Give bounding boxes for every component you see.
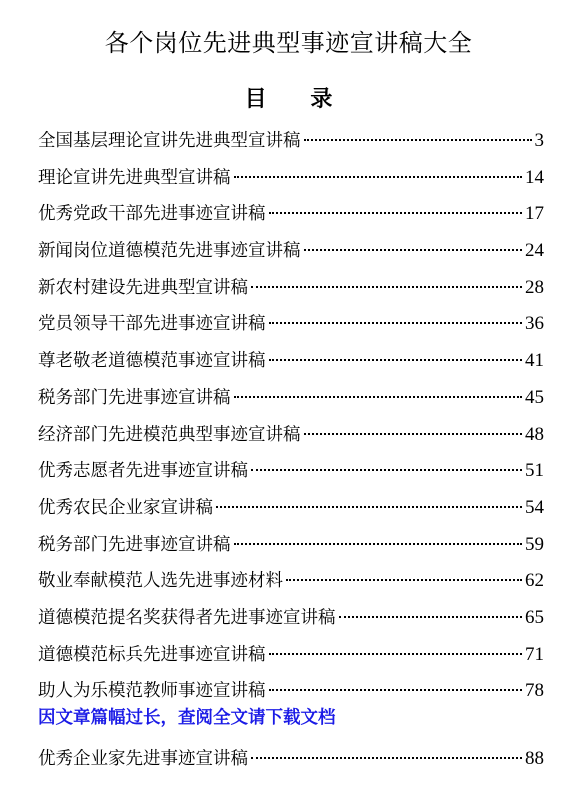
toc-entry[interactable] [38, 346, 544, 383]
toc-entry-page: 78 [525, 680, 544, 702]
toc-entry-page: 54 [525, 496, 544, 518]
toc-entry-page: 88 [525, 748, 544, 769]
toc-entry-page: 45 [525, 386, 544, 408]
toc-entry-page: 71 [525, 643, 544, 665]
toc-entry-label: 优秀企业家先进事迹宣讲稿 [38, 749, 248, 769]
toc-entry[interactable] [38, 236, 544, 273]
toc-dot-leader [304, 249, 523, 251]
download-notice[interactable]: 因文章篇幅过长，查阅全文请下载文档 [38, 708, 336, 728]
toc-entry-label: 优秀党政干部先进事迹宣讲稿 [38, 204, 266, 225]
toc-entry[interactable] [38, 744, 544, 781]
toc-entry[interactable] [38, 126, 544, 163]
toc-entry[interactable] [38, 603, 544, 640]
toc-dot-leader [251, 469, 522, 471]
toc-dot-leader [269, 359, 523, 361]
toc-dot-leader [269, 212, 523, 214]
toc-dot-leader [269, 322, 523, 324]
toc-entry-page: 24 [525, 240, 544, 262]
toc-entry[interactable] [38, 199, 544, 236]
toc-entry-label: 助人为乐模范教师事迹宣讲稿 [38, 681, 266, 702]
toc-entry-label: 经济部门先进模范典型事迹宣讲稿 [38, 424, 301, 445]
toc-entry[interactable] [38, 566, 544, 603]
toc-entry[interactable] [38, 640, 544, 677]
toc-dot-leader [304, 433, 523, 435]
toc-dot-leader [234, 396, 523, 398]
toc-dot-leader [286, 579, 522, 581]
toc-entry[interactable] [38, 456, 544, 493]
toc-entry-label: 新闻岗位道德模范先进事迹宣讲稿 [38, 241, 301, 262]
toc-dot-leader [234, 543, 523, 545]
toc-entry[interactable] [38, 493, 544, 530]
toc-entry[interactable] [38, 309, 544, 346]
toc-dot-leader [339, 616, 523, 618]
toc-entry-label: 税务部门先进事迹宣讲稿 [38, 387, 231, 408]
toc-entry-page: 51 [525, 460, 544, 482]
toc-entry-label: 全国基层理论宣讲先进典型宣讲稿 [38, 131, 301, 151]
toc-dot-leader [251, 286, 522, 288]
toc-entry-page: 14 [525, 166, 544, 188]
toc-entry-page: 48 [525, 423, 544, 445]
toc-entry-page: 3 [534, 130, 544, 151]
document-title: 各个岗位先进典型事迹宣讲稿大全 [104, 29, 473, 57]
toc-entry[interactable] [38, 530, 544, 567]
toc-heading: 目 录 [244, 86, 351, 112]
toc-entry-label: 优秀农民企业家宣讲稿 [38, 497, 213, 518]
toc-entry-page: 36 [525, 313, 544, 335]
toc-entry[interactable] [38, 420, 544, 457]
toc-dot-leader [269, 689, 523, 691]
toc-entry-label: 尊老敬老道德模范事迹宣讲稿 [38, 351, 266, 372]
toc-entry-label: 新农村建设先进典型宣讲稿 [38, 277, 248, 298]
toc-entry-label: 道德模范提名奖获得者先进事迹宣讲稿 [38, 607, 336, 628]
toc-entry-label: 党员领导干部先进事迹宣讲稿 [38, 314, 266, 335]
toc-entry[interactable] [38, 273, 544, 310]
toc-entry-page: 65 [525, 606, 544, 628]
toc-entry-label: 敬业奉献模范人选先进事迹材料 [38, 571, 283, 592]
toc-dot-leader [304, 139, 532, 141]
toc-entry-page: 28 [525, 276, 544, 298]
toc-dot-leader [251, 757, 522, 759]
toc-entry-page: 17 [525, 203, 544, 225]
toc-entry[interactable] [38, 383, 544, 420]
toc-entry[interactable] [38, 163, 544, 200]
toc-dot-leader [269, 653, 523, 655]
toc-entry-page: 59 [525, 533, 544, 555]
toc-entry-label: 理论宣讲先进典型宣讲稿 [38, 167, 231, 188]
toc-entry-page: 41 [525, 350, 544, 372]
toc-dot-leader [216, 506, 522, 508]
toc-dot-leader [234, 176, 523, 178]
toc-entry-label: 税务部门先进事迹宣讲稿 [38, 534, 231, 555]
toc-list [38, 126, 544, 713]
toc-entry-page: 62 [525, 570, 544, 592]
toc-entry-label: 优秀志愿者先进事迹宣讲稿 [38, 461, 248, 482]
toc-list-tail [38, 744, 544, 781]
toc-entry-label: 道德模范标兵先进事迹宣讲稿 [38, 644, 266, 665]
